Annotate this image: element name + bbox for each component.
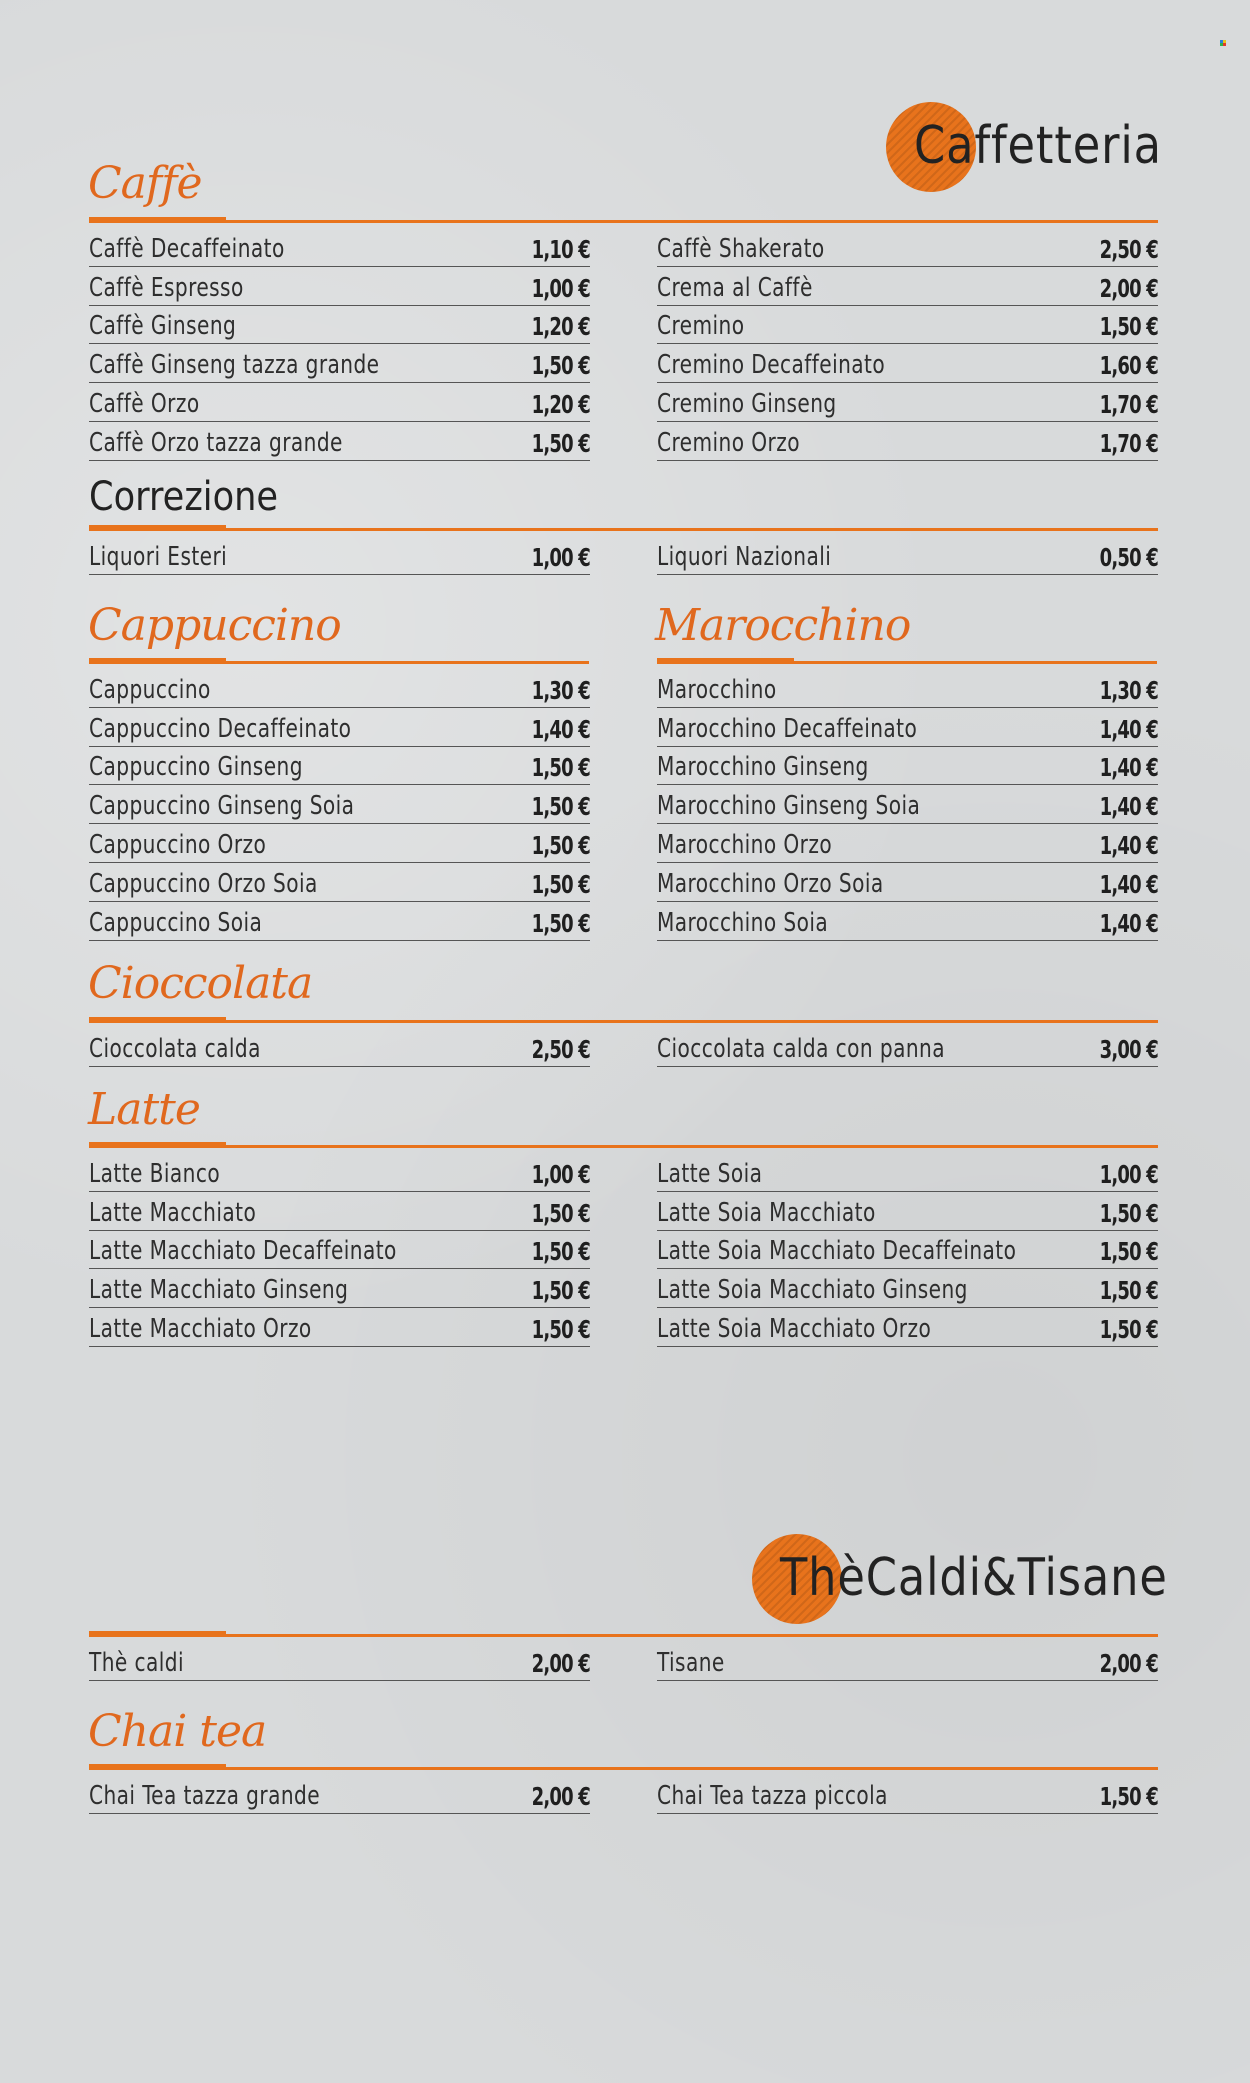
menu-item-price: 1,50 € (1099, 1198, 1158, 1228)
menu-item-name: Caffè Orzo tazza grande (89, 427, 343, 458)
menu-item-name: Marocchino Soia (657, 907, 829, 938)
menu-item (657, 785, 1158, 824)
menu-item (657, 863, 1158, 902)
menu-item-name: Cremino Ginseng (657, 388, 837, 419)
correzione-left-list (89, 536, 590, 575)
menu-item-price: 1,00 € (531, 273, 590, 303)
caffe-left-list (89, 228, 590, 461)
menu-item-price: 1,40 € (1099, 830, 1158, 860)
menu-item-name: Cappuccino (89, 674, 211, 705)
menu-item (657, 1028, 1158, 1067)
chai-right-list (657, 1775, 1158, 1814)
menu-item-price: 1,50 € (1099, 1276, 1158, 1306)
menu-item (89, 306, 590, 345)
menu-item-name: Chai Tea tazza piccola (657, 1780, 888, 1811)
corner-color-mark (1220, 40, 1228, 46)
menu-item (89, 1231, 590, 1270)
menu-item (89, 1192, 590, 1231)
menu-item-name: Marocchino Ginseng Soia (657, 791, 921, 822)
menu-item (89, 863, 590, 902)
menu-item-name: Cremino Orzo (657, 427, 800, 458)
latte-right-list (657, 1153, 1158, 1347)
menu-item-price: 1,40 € (531, 714, 590, 744)
menu-item-price: 2,00 € (1099, 273, 1158, 303)
menu-item (657, 1775, 1158, 1814)
correzione-divider (89, 528, 1158, 531)
menu-item (89, 747, 590, 786)
menu-item-price: 1,50 € (531, 792, 590, 822)
menu-item-price: 1,20 € (531, 389, 590, 419)
menu-item-name: Cioccolata calda (89, 1033, 261, 1064)
menu-item-price: 1,50 € (1099, 1237, 1158, 1267)
menu-item-price: 2,50 € (1099, 234, 1158, 264)
latte-title: Latte (88, 1084, 200, 1135)
menu-item (89, 1775, 590, 1814)
menu-item-name: Marocchino (657, 674, 777, 705)
menu-item-name: Caffè Shakerato (657, 233, 825, 264)
menu-item (657, 1642, 1158, 1681)
caffetteria-header (886, 102, 1166, 192)
menu-item-name: Latte Macchiato Ginseng (89, 1275, 349, 1306)
marocchino-divider (657, 661, 1157, 664)
menu-item-price: 2,00 € (1099, 1648, 1158, 1678)
menu-item-name: Caffè Ginseng (89, 311, 237, 342)
menu-item-price: 1,40 € (1099, 792, 1158, 822)
menu-item-price: 1,40 € (1099, 908, 1158, 938)
menu-item-name: Latte Macchiato Decaffeinato (89, 1236, 397, 1267)
caffetteria-title: Caffetteria (914, 116, 1162, 176)
menu-item-price: 1,10 € (531, 234, 590, 264)
menu-item (657, 1269, 1158, 1308)
menu-item-price: 1,50 € (1099, 312, 1158, 342)
latte-divider (89, 1145, 1158, 1148)
latte-left-list (89, 1153, 590, 1347)
menu-item (89, 267, 590, 306)
menu-item (657, 1308, 1158, 1347)
menu-item-name: Cremino (657, 311, 745, 342)
menu-item-price: 1,40 € (1099, 714, 1158, 744)
menu-item-price: 1,50 € (531, 908, 590, 938)
menu-item-price: 1,50 € (531, 351, 590, 381)
menu-item (89, 1269, 590, 1308)
menu-item (89, 902, 590, 941)
menu-item-name: Latte Soia Macchiato Decaffeinato (657, 1236, 1017, 1267)
menu-item-name: Cappuccino Ginseng (89, 752, 303, 783)
menu-item-price: 1,60 € (1099, 351, 1158, 381)
caffe-right-list (657, 228, 1158, 461)
menu-item-name: Latte Macchiato Orzo (89, 1313, 312, 1344)
menu-item-name: Latte Soia Macchiato Orzo (657, 1313, 932, 1344)
menu-item-price: 2,50 € (531, 1034, 590, 1064)
menu-item-price: 1,00 € (1099, 1159, 1158, 1189)
menu-item-price: 1,40 € (1099, 869, 1158, 899)
marocchino-title: Marocchino (655, 600, 911, 651)
menu-item (657, 306, 1158, 345)
marocchino-list (657, 669, 1158, 941)
menu-item-name: Thè caldi (89, 1647, 185, 1678)
menu-item (89, 1308, 590, 1347)
menu-item-price: 1,00 € (531, 542, 590, 572)
menu-item (657, 1231, 1158, 1270)
menu-item-name: Cappuccino Orzo (89, 829, 267, 860)
menu-item-price: 0,50 € (1099, 542, 1158, 572)
menu-item-price: 1,50 € (531, 1198, 590, 1228)
the-caldi-header (752, 1534, 1172, 1624)
cappuccino-title: Cappuccino (88, 600, 341, 651)
menu-item-price: 1,50 € (531, 1237, 590, 1267)
menu-item (657, 902, 1158, 941)
menu-item (657, 708, 1158, 747)
menu-item-price: 1,40 € (1099, 753, 1158, 783)
menu-item-name: Tisane (657, 1647, 725, 1678)
menu-item-price: 1,50 € (1099, 1314, 1158, 1344)
menu-item-name: Cremino Decaffeinato (657, 350, 886, 381)
menu-item-name: Crema al Caffè (657, 272, 813, 303)
menu-item (89, 785, 590, 824)
menu-item-name: Caffè Ginseng tazza grande (89, 350, 380, 381)
cioccolata-left-list (89, 1028, 590, 1067)
menu-item-price: 1,00 € (531, 1159, 590, 1189)
menu-item-name: Marocchino Ginseng (657, 752, 869, 783)
cioccolata-title: Cioccolata (88, 958, 313, 1009)
menu-item (89, 422, 590, 461)
menu-item-price: 1,20 € (531, 312, 590, 342)
menu-item-price: 1,50 € (1099, 1781, 1158, 1811)
menu-item-name: Latte Soia Macchiato (657, 1197, 876, 1228)
menu-item (89, 344, 590, 383)
menu-item-name: Caffè Decaffeinato (89, 233, 285, 264)
menu-item (657, 747, 1158, 786)
menu-item (89, 536, 590, 575)
menu-item (89, 1028, 590, 1067)
chai-title: Chai tea (88, 1706, 267, 1757)
menu-item (657, 536, 1158, 575)
menu-item-name: Latte Bianco (89, 1158, 221, 1189)
menu-item-price: 1,50 € (531, 869, 590, 899)
cioccolata-divider (89, 1020, 1158, 1023)
chai-left-list (89, 1775, 590, 1814)
menu-item-name: Cappuccino Decaffeinato (89, 713, 352, 744)
the-divider (89, 1634, 1158, 1637)
menu-item (657, 824, 1158, 863)
correzione-title: Correzione (89, 474, 279, 520)
chai-divider (89, 1767, 1158, 1770)
menu-item-name: Marocchino Orzo (657, 829, 833, 860)
menu-item-name: Marocchino Orzo Soia (657, 868, 884, 899)
menu-item (657, 422, 1158, 461)
menu-item-price: 1,50 € (531, 753, 590, 783)
menu-item (657, 669, 1158, 708)
menu-item-price: 1,30 € (1099, 675, 1158, 705)
menu-item-name: Caffè Orzo (89, 388, 200, 419)
menu-item-price: 1,50 € (531, 830, 590, 860)
menu-item (657, 344, 1158, 383)
menu-item-price: 1,50 € (531, 1276, 590, 1306)
menu-item (89, 228, 590, 267)
menu-item-name: Cappuccino Ginseng Soia (89, 791, 355, 822)
menu-item-price: 1,50 € (531, 428, 590, 458)
menu-item (657, 383, 1158, 422)
menu-item-price: 2,00 € (531, 1781, 590, 1811)
menu-item-name: Caffè Espresso (89, 272, 244, 303)
menu-item-name: Marocchino Decaffeinato (657, 713, 918, 744)
menu-item (657, 267, 1158, 306)
caffe-title: Caffè (88, 158, 202, 209)
menu-item (89, 1642, 590, 1681)
menu-item-name: Latte Soia Macchiato Ginseng (657, 1275, 968, 1306)
menu-item-name: Cappuccino Orzo Soia (89, 868, 318, 899)
menu-item-name: Latte Macchiato (89, 1197, 257, 1228)
menu-item-price: 1,30 € (531, 675, 590, 705)
menu-item (89, 708, 590, 747)
cioccolata-right-list (657, 1028, 1158, 1067)
menu-item-price: 3,00 € (1099, 1034, 1158, 1064)
menu-item (89, 1153, 590, 1192)
menu-item (89, 669, 590, 708)
menu-item-name: Cappuccino Soia (89, 907, 263, 938)
the-caldi-title: ThèCaldi&Tisane (780, 1548, 1168, 1608)
menu-item (657, 228, 1158, 267)
correzione-right-list (657, 536, 1158, 575)
cappuccino-list (89, 669, 590, 941)
the-left-list (89, 1642, 590, 1681)
menu-item (657, 1153, 1158, 1192)
caffe-divider (89, 220, 1158, 223)
menu-item (657, 1192, 1158, 1231)
menu-item (89, 383, 590, 422)
menu-item-price: 1,50 € (531, 1314, 590, 1344)
menu-item-price: 1,70 € (1099, 428, 1158, 458)
cappuccino-divider (89, 661, 589, 664)
menu-item-name: Cioccolata calda con panna (657, 1033, 945, 1064)
menu-item-price: 2,00 € (531, 1648, 590, 1678)
menu-item (89, 824, 590, 863)
menu-item-name: Latte Soia (657, 1158, 763, 1189)
menu-item-name: Liquori Esteri (89, 541, 228, 572)
menu-item-price: 1,70 € (1099, 389, 1158, 419)
the-right-list (657, 1642, 1158, 1681)
menu-item-name: Liquori Nazionali (657, 541, 832, 572)
menu-item-name: Chai Tea tazza grande (89, 1780, 321, 1811)
